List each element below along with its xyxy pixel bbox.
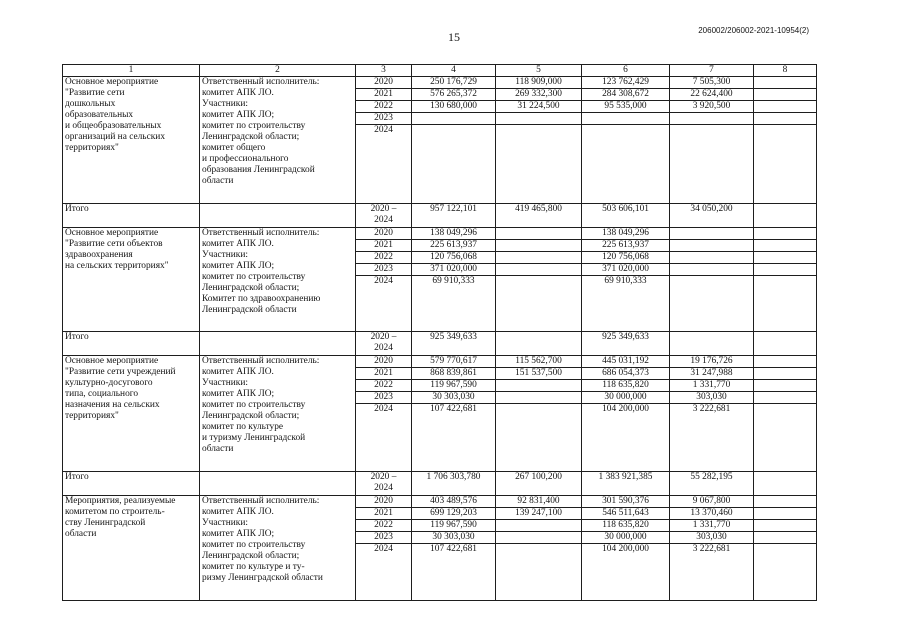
amount-federal-cell bbox=[496, 276, 582, 332]
executor-info: Ответственный исполнитель: комитет АПК ЛО. Участники: комитет АПК ЛО; комитет по строительству Ленинградской области; комитет по культуре и туризму Ленинградской области bbox=[200, 356, 356, 472]
amount-total-cell: 119 967,590 bbox=[412, 380, 496, 392]
table-row bbox=[63, 228, 817, 240]
amount-local-cell: 3 222,681 bbox=[670, 544, 754, 601]
amount-regional-cell: 371 020,000 bbox=[582, 264, 670, 276]
table-row bbox=[63, 77, 817, 89]
amount-regional-cell: 546 511,643 bbox=[582, 508, 670, 520]
amount-regional-cell: 301 590,376 bbox=[582, 496, 670, 508]
column-header: 5 bbox=[496, 65, 582, 77]
amount-regional-cell: 104 200,000 bbox=[582, 544, 670, 601]
amount-regional-cell: 30 000,000 bbox=[582, 392, 670, 404]
column-header: 4 bbox=[412, 65, 496, 77]
year-cell: 2024 bbox=[356, 544, 412, 601]
empty-cell bbox=[754, 404, 817, 472]
empty-cell bbox=[754, 544, 817, 601]
empty-cell bbox=[754, 125, 817, 204]
amount-federal-cell bbox=[496, 240, 582, 252]
year-cell: 2023 bbox=[356, 113, 412, 125]
total-amount-cell: 1 706 303,780 bbox=[412, 472, 496, 496]
amount-federal-cell bbox=[496, 228, 582, 240]
total-federal-cell: 267 100,200 bbox=[496, 472, 582, 496]
total-federal-cell bbox=[496, 332, 582, 356]
empty-cell bbox=[200, 204, 356, 228]
amount-total-cell: 371 020,000 bbox=[412, 264, 496, 276]
empty-cell bbox=[754, 532, 817, 544]
amount-total-cell: 138 049,296 bbox=[412, 228, 496, 240]
amount-total-cell: 107 422,681 bbox=[412, 544, 496, 601]
amount-total-cell: 120 756,068 bbox=[412, 252, 496, 264]
total-local-cell bbox=[670, 332, 754, 356]
total-years: 2020 – 2024 bbox=[356, 204, 412, 228]
amount-federal-cell: 151 537,500 bbox=[496, 368, 582, 380]
amount-regional-cell: 445 031,192 bbox=[582, 356, 670, 368]
total-row bbox=[63, 204, 817, 228]
amount-regional-cell: 120 756,068 bbox=[582, 252, 670, 264]
amount-local-cell bbox=[670, 240, 754, 252]
amount-local-cell bbox=[670, 125, 754, 204]
year-cell: 2022 bbox=[356, 252, 412, 264]
amount-regional-cell: 118 635,820 bbox=[582, 380, 670, 392]
empty-cell bbox=[200, 332, 356, 356]
amount-total-cell bbox=[412, 125, 496, 204]
empty-cell bbox=[754, 228, 817, 240]
measure-description: Основное мероприятие "Развитие сети дошкольных образовательных и общеобразовательных организаций на сельских территориях" bbox=[63, 77, 200, 204]
amount-total-cell: 250 176,729 bbox=[412, 77, 496, 89]
amount-local-cell: 303,030 bbox=[670, 532, 754, 544]
year-cell: 2020 bbox=[356, 77, 412, 89]
amount-local-cell bbox=[670, 228, 754, 240]
amount-federal-cell: 269 332,300 bbox=[496, 89, 582, 101]
amount-regional-cell: 69 910,333 bbox=[582, 276, 670, 332]
executor-info: Ответственный исполнитель: комитет АПК ЛО. Участники: комитет АПК ЛО; комитет по строительству Ленинградской области; комитет по культуре и ту- ризму Ленинградской области bbox=[200, 496, 356, 601]
total-row bbox=[63, 332, 817, 356]
year-cell: 2021 bbox=[356, 508, 412, 520]
amount-total-cell bbox=[412, 113, 496, 125]
measure-description: Основное мероприятие "Развитие сети объектов здравоохранения на сельских территориях" bbox=[63, 228, 200, 332]
empty-cell bbox=[754, 77, 817, 89]
amount-local-cell: 1 331,770 bbox=[670, 520, 754, 532]
amount-regional-cell: 95 535,000 bbox=[582, 101, 670, 113]
amount-total-cell: 579 770,617 bbox=[412, 356, 496, 368]
amount-local-cell bbox=[670, 113, 754, 125]
amount-local-cell: 13 370,460 bbox=[670, 508, 754, 520]
total-regional-cell: 503 606,101 bbox=[582, 204, 670, 228]
amount-local-cell bbox=[670, 252, 754, 264]
budget-table bbox=[62, 64, 817, 601]
year-cell: 2024 bbox=[356, 125, 412, 204]
column-header: 6 bbox=[582, 65, 670, 77]
amount-total-cell: 30 303,030 bbox=[412, 392, 496, 404]
amount-regional-cell: 686 054,373 bbox=[582, 368, 670, 380]
amount-total-cell: 699 129,203 bbox=[412, 508, 496, 520]
amount-regional-cell: 225 613,937 bbox=[582, 240, 670, 252]
amount-total-cell: 868 839,861 bbox=[412, 368, 496, 380]
amount-regional-cell bbox=[582, 113, 670, 125]
column-header: 2 bbox=[200, 65, 356, 77]
amount-federal-cell bbox=[496, 252, 582, 264]
empty-cell bbox=[754, 368, 817, 380]
amount-local-cell: 9 067,800 bbox=[670, 496, 754, 508]
amount-total-cell: 225 613,937 bbox=[412, 240, 496, 252]
year-cell: 2023 bbox=[356, 532, 412, 544]
year-cell: 2024 bbox=[356, 276, 412, 332]
empty-cell bbox=[754, 392, 817, 404]
amount-total-cell: 107 422,681 bbox=[412, 404, 496, 472]
year-cell: 2020 bbox=[356, 228, 412, 240]
executor-info: Ответственный исполнитель: комитет АПК ЛО. Участники: комитет АПК ЛО; комитет по строительству Ленинградской области; Комитет по здравоохранению Ленинградской области bbox=[200, 228, 356, 332]
amount-local-cell: 19 176,726 bbox=[670, 356, 754, 368]
year-cell: 2022 bbox=[356, 380, 412, 392]
year-cell: 2022 bbox=[356, 101, 412, 113]
empty-cell bbox=[754, 496, 817, 508]
amount-federal-cell bbox=[496, 544, 582, 601]
empty-cell bbox=[754, 472, 817, 496]
total-amount-cell: 957 122,101 bbox=[412, 204, 496, 228]
amount-regional-cell: 30 000,000 bbox=[582, 532, 670, 544]
empty-cell bbox=[754, 508, 817, 520]
column-header-row bbox=[63, 65, 817, 77]
empty-cell bbox=[754, 89, 817, 101]
total-label: Итого bbox=[63, 472, 200, 496]
amount-regional-cell: 123 762,429 bbox=[582, 77, 670, 89]
year-cell: 2021 bbox=[356, 89, 412, 101]
amount-total-cell: 576 265,372 bbox=[412, 89, 496, 101]
amount-regional-cell: 118 635,820 bbox=[582, 520, 670, 532]
empty-cell bbox=[754, 204, 817, 228]
empty-cell bbox=[754, 252, 817, 264]
amount-federal-cell: 118 909,000 bbox=[496, 77, 582, 89]
total-local-cell: 55 282,195 bbox=[670, 472, 754, 496]
amount-local-cell: 22 624,400 bbox=[670, 89, 754, 101]
amount-federal-cell: 115 562,700 bbox=[496, 356, 582, 368]
empty-cell bbox=[754, 101, 817, 113]
total-years: 2020 – 2024 bbox=[356, 472, 412, 496]
column-header: 8 bbox=[754, 65, 817, 77]
amount-federal-cell bbox=[496, 380, 582, 392]
total-label: Итого bbox=[63, 204, 200, 228]
amount-total-cell: 69 910,333 bbox=[412, 276, 496, 332]
table-row bbox=[63, 356, 817, 368]
executor-info: Ответственный исполнитель: комитет АПК ЛО. Участники: комитет АПК ЛО; комитет по строительству Ленинградской области; комитет общего и профессионального образования Ленинградской области bbox=[200, 77, 356, 204]
column-header: 7 bbox=[670, 65, 754, 77]
amount-total-cell: 403 489,576 bbox=[412, 496, 496, 508]
amount-federal-cell bbox=[496, 532, 582, 544]
amount-total-cell: 119 967,590 bbox=[412, 520, 496, 532]
amount-federal-cell: 31 224,500 bbox=[496, 101, 582, 113]
amount-local-cell: 7 505,300 bbox=[670, 77, 754, 89]
amount-federal-cell bbox=[496, 264, 582, 276]
amount-federal-cell bbox=[496, 113, 582, 125]
year-cell: 2023 bbox=[356, 264, 412, 276]
empty-cell bbox=[754, 332, 817, 356]
year-cell: 2021 bbox=[356, 368, 412, 380]
total-regional-cell: 925 349,633 bbox=[582, 332, 670, 356]
amount-local-cell: 303,030 bbox=[670, 392, 754, 404]
year-cell: 2020 bbox=[356, 496, 412, 508]
column-header: 1 bbox=[63, 65, 200, 77]
amount-total-cell: 130 680,000 bbox=[412, 101, 496, 113]
measure-description: Основное мероприятие "Развитие сети учреждений культурно-досугового типа, социального назначения на сельских территориях" bbox=[63, 356, 200, 472]
amount-federal-cell bbox=[496, 125, 582, 204]
amount-federal-cell bbox=[496, 520, 582, 532]
amount-regional-cell: 138 049,296 bbox=[582, 228, 670, 240]
amount-regional-cell bbox=[582, 125, 670, 204]
amount-total-cell: 30 303,030 bbox=[412, 532, 496, 544]
page-number: 15 bbox=[448, 30, 460, 44]
amount-federal-cell: 92 831,400 bbox=[496, 496, 582, 508]
empty-cell bbox=[200, 472, 356, 496]
amount-local-cell bbox=[670, 264, 754, 276]
amount-federal-cell: 139 247,100 bbox=[496, 508, 582, 520]
amount-federal-cell bbox=[496, 392, 582, 404]
total-amount-cell: 925 349,633 bbox=[412, 332, 496, 356]
amount-local-cell: 3 222,681 bbox=[670, 404, 754, 472]
year-cell: 2020 bbox=[356, 356, 412, 368]
total-local-cell: 34 050,200 bbox=[670, 204, 754, 228]
column-header: 3 bbox=[356, 65, 412, 77]
total-years: 2020 – 2024 bbox=[356, 332, 412, 356]
year-cell: 2023 bbox=[356, 392, 412, 404]
amount-regional-cell: 284 308,672 bbox=[582, 89, 670, 101]
amount-federal-cell bbox=[496, 404, 582, 472]
year-cell: 2024 bbox=[356, 404, 412, 472]
empty-cell bbox=[754, 276, 817, 332]
measure-description: Мероприятия, реализуемые комитетом по строитель- ству Ленинградской области bbox=[63, 496, 200, 601]
total-federal-cell: 419 465,800 bbox=[496, 204, 582, 228]
table-row bbox=[63, 496, 817, 508]
empty-cell bbox=[754, 380, 817, 392]
empty-cell bbox=[754, 264, 817, 276]
empty-cell bbox=[754, 240, 817, 252]
amount-local-cell bbox=[670, 276, 754, 332]
amount-local-cell: 1 331,770 bbox=[670, 380, 754, 392]
amount-local-cell: 31 247,988 bbox=[670, 368, 754, 380]
empty-cell bbox=[754, 520, 817, 532]
amount-regional-cell: 104 200,000 bbox=[582, 404, 670, 472]
total-label: Итого bbox=[63, 332, 200, 356]
year-cell: 2022 bbox=[356, 520, 412, 532]
total-regional-cell: 1 383 921,385 bbox=[582, 472, 670, 496]
empty-cell bbox=[754, 113, 817, 125]
total-row bbox=[63, 472, 817, 496]
year-cell: 2021 bbox=[356, 240, 412, 252]
empty-cell bbox=[754, 356, 817, 368]
amount-local-cell: 3 920,500 bbox=[670, 101, 754, 113]
document-code: 206002/206002-2021-10954(2) bbox=[698, 26, 809, 35]
